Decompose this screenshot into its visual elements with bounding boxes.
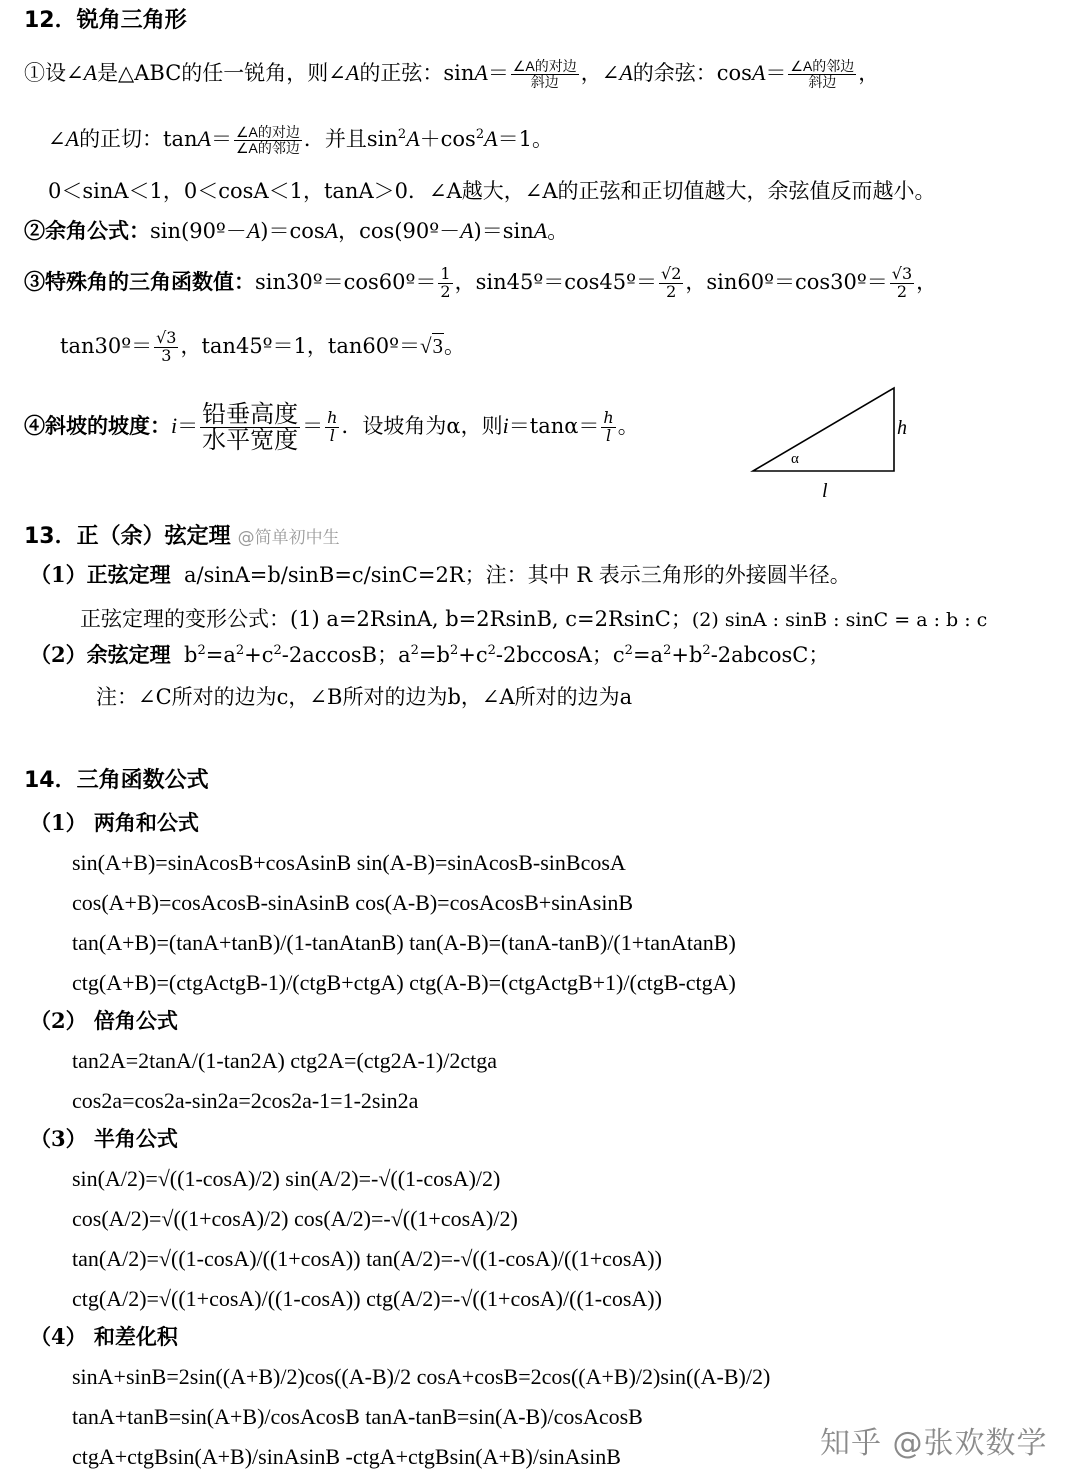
fraction-one-half: $\frac{1}{2}$ — [440, 264, 451, 301]
s12-line-2: ∠A的正切：tanA＝ $\frac{\text{∠A的对边}}{\text{∠A的邻边}}$ ．并且$\sin^2A+\cos^2A=1$。 — [48, 124, 553, 156]
s13-line-3: （2）余弦定理 $b^2=a^2+c^2-2accosB$；$a^2=b^2+c^2-2bccosA$；$c^2=a^2+b^2-2abcosC$； — [30, 642, 830, 667]
triangle-alpha-label: α — [791, 451, 799, 467]
s14-heading-3: （3） 半角公式 — [30, 1126, 178, 1151]
fraction-cos-def: $\frac{\text{∠A的邻边}}{\text{斜边}}$ — [790, 58, 855, 90]
section-12-title: 12．锐角三角形 — [24, 8, 187, 33]
s14-heading-1: （1） 两角和公式 — [30, 810, 199, 835]
s12-line-6: tan30º＝ $\frac{√3}{3}$ ，tan45º＝1，tan60º＝√3。 — [60, 328, 466, 365]
section-14-title: 14．三角函数公式 — [24, 768, 209, 793]
formula-line: sin(A/2)=√((1-cosA)/2) sin(A/2)=-√((1-cosA)/2) — [72, 1166, 501, 1191]
s14-heading-2: （2） 倍角公式 — [30, 1008, 178, 1033]
fraction-h-over-l: $\frac{h}{l}$ — [327, 408, 338, 446]
formula-line: ctgA+ctgBsin(A+B)/sinAsinB -ctgA+ctgBsin(A+B)/sinAsinB — [72, 1444, 621, 1469]
s13-line-4: 注：∠C所对的边为c，∠B所对的边为b，∠A所对的边为a — [96, 685, 633, 709]
fraction-root2-over-2: $\frac{√2}{2}$ — [661, 264, 682, 301]
formula-line: ctg(A/2)=√((1+cosA)/((1-cosA)) ctg(A/2)=-√((1+cosA)/((1-cosA)) — [72, 1286, 662, 1311]
triangle-h-label: h — [897, 417, 907, 439]
fraction-root3-over-2: $\frac{√3}{2}$ — [891, 264, 913, 301]
slope-triangle-diagram — [745, 380, 925, 505]
fraction-slope-def: $\frac{\text{铅垂高度}}{\text{水平宽度}}$ — [202, 400, 299, 455]
formula-line: tan(A/2)=√((1-cosA)/((1+cosA)) tan(A/2)=-√((1-cosA)/((1+cosA)) — [72, 1246, 662, 1271]
s12-line-4: ②余角公式：sin(90º－A)＝cosA，cos(90º－A)＝sinA。 — [24, 218, 569, 243]
formula-line: cos(A/2)=√((1+cosA)/2) cos(A/2)=-√((1+cosA)/2) — [72, 1206, 518, 1231]
s12-line-3: 0＜sinA＜1，0＜cosA＜1，tanA＞0．∠A越大，∠A的正弦和正切值越大，余弦值反而越小。 — [48, 179, 936, 203]
formula-line: tan2A=2tanA/(1-tan2A) ctg2A=(ctg2A-1)/2ctga — [72, 1048, 497, 1073]
formula-line: tan(A+B)=(tanA+tanB)/(1-tanAtanB) tan(A-B)=(tanA-tanB)/(1+tanAtanB) — [72, 930, 736, 955]
fraction-root3-over-3: $\frac{√3}{3}$ — [156, 328, 177, 365]
s12-line-1: ①设∠A是△ABC的任一锐角，则∠A的正弦：sinA＝ $\frac{\text{∠A的对边}}{\text{斜边}}$ ，∠A的余弦：cosA＝ $\frac{\text{∠A的邻边}}{\text{斜边}}$ ， — [24, 58, 880, 90]
s13-line-2: 正弦定理的变形公式：(1) a=2RsinA, b=2RsinB, c=2RsinC；(2) sinA : sinB : sinC = a : b : c — [80, 607, 988, 631]
formula-line: cos2a=cos2a-sin2a=2cos2a-1=1-2sin2a — [72, 1088, 419, 1113]
formula-line: cos(A+B)=cosAcosB-sinAsinB cos(A-B)=cosAcosB+sinAsinB — [72, 890, 634, 915]
triangle-shape — [753, 388, 894, 471]
fraction-h-over-l-2: $\frac{h}{l}$ — [603, 408, 614, 446]
sqrt-3: √3 — [420, 333, 444, 358]
formula-line: sinA+sinB=2sin((A+B)/2)cos((A-B)/2 cosA+cosB=2cos((A+B)/2)sin((A-B)/2) — [72, 1364, 771, 1389]
small-watermark: @简单初中生 — [237, 528, 340, 548]
s13-line-1: （1）正弦定理 a/sinA=b/sinB=c/sinC=2R；注：其中 R 表示三角形的外接圆半径。 — [30, 562, 851, 587]
fraction-sin-def: $\frac{\text{∠A的对边}}{\text{斜边}}$ — [512, 58, 577, 90]
triangle-l-label: l — [822, 480, 828, 502]
s12-line-5: ③特殊角的三角函数值：sin30º＝cos60º＝ $\frac{1}{2}$ ，sin45º＝cos45º＝ $\frac{√2}{2}$ ，sin60º＝cos30º＝ $\frac{√3}{2}$ ， — [24, 264, 938, 301]
section-13-title: 13．正（余）弦定理 @简单初中生 — [24, 524, 340, 549]
s12-line-7: ④斜坡的坡度：i＝ $\frac{\text{铅垂高度}}{\text{水平宽度}}$ ＝ $\frac{h}{l}$ ．设坡角为α，则i＝tanα＝ $\frac{h}{l}$ 。 — [24, 400, 639, 455]
s14-heading-4: （4） 和差化积 — [30, 1324, 178, 1349]
fraction-tan-def: $\frac{\text{∠A的对边}}{\text{∠A的邻边}}$ — [236, 124, 300, 156]
formula-line: ctg(A+B)=(ctgActgB-1)/(ctgB+ctgA) ctg(A-B)=(ctgActgB+1)/(ctgB-ctgA) — [72, 970, 736, 995]
formula-line: sin(A+B)=sinAcosB+cosAsinB sin(A-B)=sinAcosB-sinBcosA — [72, 850, 626, 875]
zhihu-watermark: 知乎 @张欢数学 — [820, 1426, 1048, 1461]
formula-line: tanA+tanB=sin(A+B)/cosAcosB tanA-tanB=sin(A-B)/cosAcosB — [72, 1404, 643, 1429]
